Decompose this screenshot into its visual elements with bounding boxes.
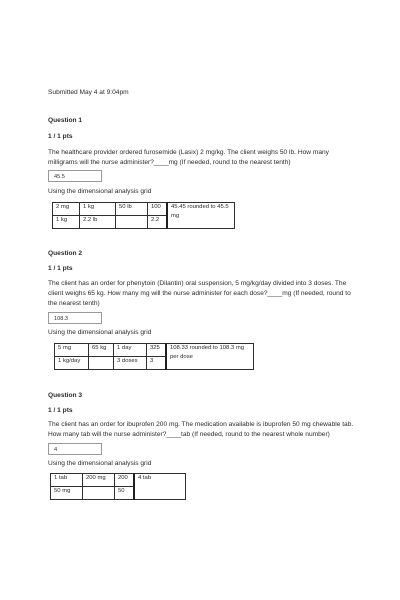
grid-cell: 200 mg xyxy=(83,474,115,487)
question-3-points: 1 / 1 pts xyxy=(48,407,73,414)
grid-cell: 2 mg xyxy=(53,203,80,216)
grid-cell: 200 xyxy=(115,474,135,487)
question-3-grid-label: Using the dimensional analysis grid xyxy=(48,460,152,467)
question-1-grid-label: Using the dimensional analysis grid xyxy=(48,188,152,195)
grid-cell: 50 mg xyxy=(51,487,83,500)
question-2-prompt: The client has an order for phenytoin (Dilantin) oral suspension, 5 mg/kg/day divided into 3 doses. The client weighs 65 kg. How many mg will the nurse administer for each dose?____mg (If needed, round to the nearest tenth) xyxy=(48,280,351,307)
submitted-timestamp: Submitted May 4 at 9:04pm xyxy=(48,89,129,96)
grid-row xyxy=(51,474,186,487)
grid-row xyxy=(53,203,235,216)
grid-cell: 2.2 lb xyxy=(80,216,116,229)
grid-cell: 50 xyxy=(115,487,135,500)
question-2-grid xyxy=(54,343,254,370)
grid-cell: 5 mg xyxy=(55,344,89,357)
question-3-title: Question 3 xyxy=(48,392,83,399)
grid-cell: 1 kg xyxy=(80,203,116,216)
question-1-points: 1 / 1 pts xyxy=(48,133,73,140)
grid-result-cell: 45.45 rounded to 45.5 mg xyxy=(167,203,235,229)
question-1-grid xyxy=(52,202,235,229)
question-3-grid xyxy=(50,473,186,500)
grid-result-cell: 108.33 rounded to 108.3 mg per dose xyxy=(166,344,254,370)
grid-cell xyxy=(83,487,115,500)
grid-cell: 1 kg/day xyxy=(55,357,89,370)
grid-cell: 65 kg xyxy=(89,344,114,357)
grid-cell: 50 lb xyxy=(116,203,148,216)
grid-cell: 1 kg xyxy=(53,216,80,229)
grid-cell: 1 tab xyxy=(51,474,83,487)
grid-cell: 3 doses xyxy=(114,357,147,370)
grid-cell: 2.2 xyxy=(148,216,168,229)
grid-result-cell: 4 tab xyxy=(134,474,186,500)
grid-row xyxy=(55,344,254,357)
question-2-answer-field[interactable]: 108.3 xyxy=(48,312,102,324)
question-1-title: Question 1 xyxy=(48,117,83,124)
grid-cell: 1 day xyxy=(114,344,147,357)
question-1-prompt: The healthcare provider ordered furosemide (Lasix) 2 mg/kg. The client weighs 50 lb. How many milligrams will the nurse administer?____mg (If needed, round to the nearest tenth) xyxy=(48,149,329,166)
question-2-title: Question 2 xyxy=(48,250,83,257)
question-2-points: 1 / 1 pts xyxy=(48,265,73,272)
question-3-answer-field[interactable]: 4 xyxy=(48,443,102,455)
question-1-answer-field[interactable]: 45.5 xyxy=(48,170,102,182)
grid-cell xyxy=(116,216,148,229)
grid-cell: 100 xyxy=(148,203,168,216)
question-2-grid-label: Using the dimensional analysis grid xyxy=(48,329,152,336)
grid-cell: 325 xyxy=(147,344,167,357)
grid-cell: 3 xyxy=(147,357,167,370)
grid-cell xyxy=(89,357,114,370)
question-3-prompt: The client has an order for ibuprofen 200 mg. The medication available is ibuprofen 50 mg chewable tab. How many tab will the nurse administer?____tab (If needed, round to the nearest whole number) xyxy=(48,421,354,438)
